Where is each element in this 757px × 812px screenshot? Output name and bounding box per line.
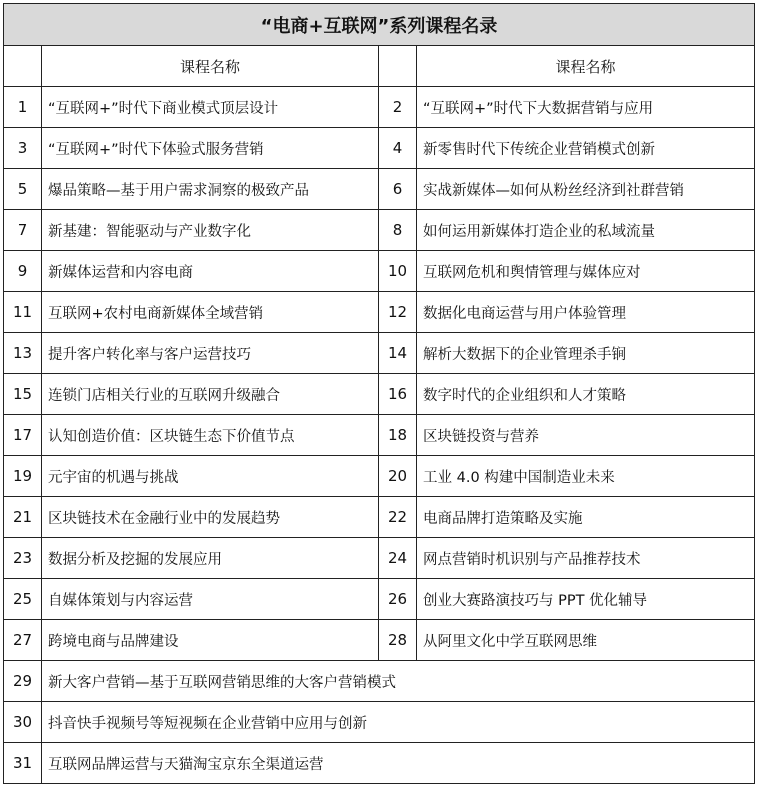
table-row <box>4 579 755 620</box>
table-row <box>4 87 755 128</box>
course-name: 连锁门店相关行业的互联网升级融合 <box>42 374 379 415</box>
course-number: 22 <box>379 497 417 538</box>
course-name: 解析大数据下的企业管理杀手锏 <box>417 333 755 374</box>
course-number: 18 <box>379 415 417 456</box>
header-number-left <box>4 46 42 87</box>
course-name: 如何运用新媒体打造企业的私域流量 <box>417 210 755 251</box>
course-name: 互联网+农村电商新媒体全域营销 <box>42 292 379 333</box>
table-row <box>4 128 755 169</box>
course-name: 新大客户营销—基于互联网营销思维的大客户营销模式 <box>42 661 755 702</box>
course-name: 实战新媒体—如何从粉丝经济到社群营销 <box>417 169 755 210</box>
table-row <box>4 210 755 251</box>
table-row <box>4 169 755 210</box>
course-number: 7 <box>4 210 42 251</box>
course-name: 互联网危机和舆情管理与媒体应对 <box>417 251 755 292</box>
table-title: “电商+互联网”系列课程名录 <box>4 4 755 46</box>
course-number: 24 <box>379 538 417 579</box>
course-number: 10 <box>379 251 417 292</box>
course-name: 新媒体运营和内容电商 <box>42 251 379 292</box>
header-number-right <box>379 46 417 87</box>
course-number: 2 <box>379 87 417 128</box>
course-name: 提升客户转化率与客户运营技巧 <box>42 333 379 374</box>
course-name: 认知创造价值：区块链生态下价值节点 <box>42 415 379 456</box>
course-name: 抖音快手视频号等短视频在企业营销中应用与创新 <box>42 702 755 743</box>
course-number: 30 <box>4 702 42 743</box>
course-table <box>3 3 755 784</box>
course-name: 互联网品牌运营与天猫淘宝京东全渠道运营 <box>42 743 755 784</box>
course-name: “互联网+”时代下体验式服务营销 <box>42 128 379 169</box>
course-number: 4 <box>379 128 417 169</box>
table-row <box>4 743 755 784</box>
course-number: 23 <box>4 538 42 579</box>
course-name: 工业 4.0 构建中国制造业未来 <box>417 456 755 497</box>
course-name: 数据分析及挖掘的发展应用 <box>42 538 379 579</box>
course-number: 19 <box>4 456 42 497</box>
course-name: 元宇宙的机遇与挑战 <box>42 456 379 497</box>
course-name: 跨境电商与品牌建设 <box>42 620 379 661</box>
course-name: 爆品策略—基于用户需求洞察的极致产品 <box>42 169 379 210</box>
course-number: 17 <box>4 415 42 456</box>
course-number: 14 <box>379 333 417 374</box>
course-name: 新零售时代下传统企业营销模式创新 <box>417 128 755 169</box>
table-row <box>4 620 755 661</box>
header-row <box>4 46 755 87</box>
course-number: 6 <box>379 169 417 210</box>
table-row <box>4 374 755 415</box>
course-number: 26 <box>379 579 417 620</box>
table-row <box>4 538 755 579</box>
course-number: 27 <box>4 620 42 661</box>
course-name: 网点营销时机识别与产品推荐技术 <box>417 538 755 579</box>
course-name: 从阿里文化中学互联网思维 <box>417 620 755 661</box>
course-number: 15 <box>4 374 42 415</box>
course-name: 电商品牌打造策略及实施 <box>417 497 755 538</box>
course-number: 31 <box>4 743 42 784</box>
course-number: 21 <box>4 497 42 538</box>
course-number: 25 <box>4 579 42 620</box>
course-number: 5 <box>4 169 42 210</box>
table-row <box>4 415 755 456</box>
course-number: 13 <box>4 333 42 374</box>
table-row <box>4 702 755 743</box>
course-name: 区块链投资与营养 <box>417 415 755 456</box>
course-number: 16 <box>379 374 417 415</box>
title-row <box>4 4 755 46</box>
table-row <box>4 456 755 497</box>
course-name: 自媒体策划与内容运营 <box>42 579 379 620</box>
course-name: 数字时代的企业组织和人才策略 <box>417 374 755 415</box>
table-row <box>4 292 755 333</box>
table-row <box>4 661 755 702</box>
course-name: 新基建：智能驱动与产业数字化 <box>42 210 379 251</box>
course-number: 20 <box>379 456 417 497</box>
course-number: 11 <box>4 292 42 333</box>
course-number: 3 <box>4 128 42 169</box>
course-name: 区块链技术在金融行业中的发展趋势 <box>42 497 379 538</box>
table-row <box>4 251 755 292</box>
course-number: 12 <box>379 292 417 333</box>
course-name: “互联网+”时代下商业模式顶层设计 <box>42 87 379 128</box>
table-row <box>4 333 755 374</box>
course-name: 数据化电商运营与用户体验管理 <box>417 292 755 333</box>
course-number: 8 <box>379 210 417 251</box>
course-number: 1 <box>4 87 42 128</box>
table-row <box>4 497 755 538</box>
header-course-name-right: 课程名称 <box>417 46 755 87</box>
header-course-name-left: 课程名称 <box>42 46 379 87</box>
course-name: 创业大赛路演技巧与 PPT 优化辅导 <box>417 579 755 620</box>
course-number: 29 <box>4 661 42 702</box>
course-number: 28 <box>379 620 417 661</box>
course-name: “互联网+”时代下大数据营销与应用 <box>417 87 755 128</box>
course-number: 9 <box>4 251 42 292</box>
